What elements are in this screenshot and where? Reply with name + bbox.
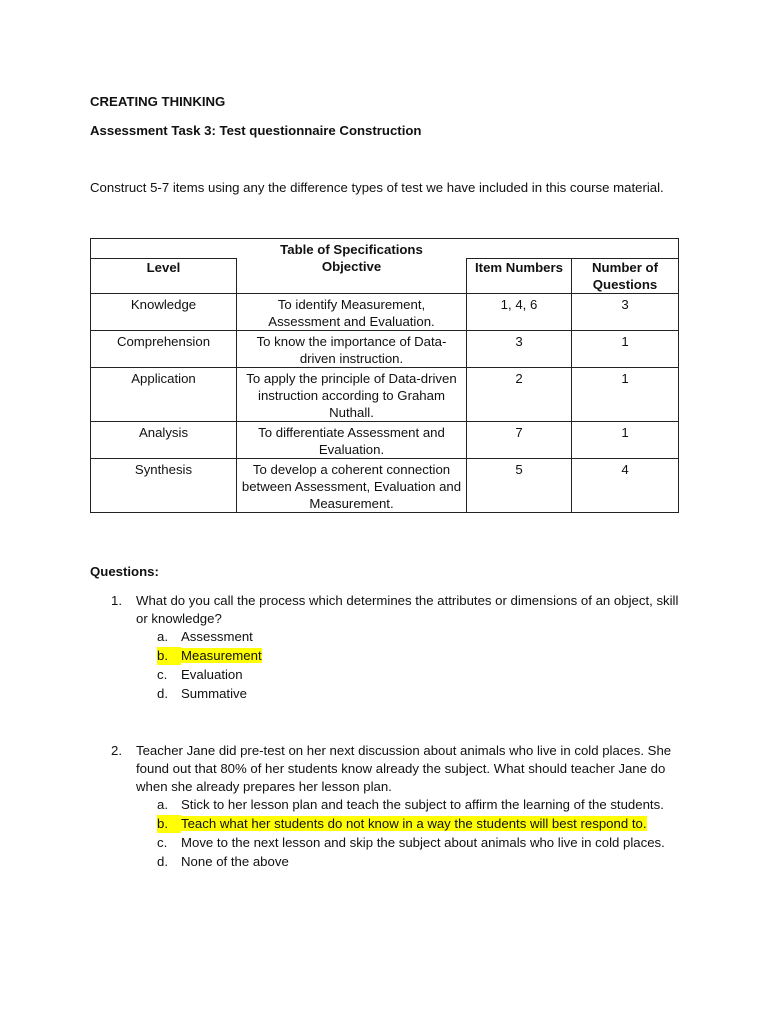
question-number: 2. — [111, 743, 122, 758]
table-row — [91, 367, 679, 421]
instruction-text: Construct 5-7 items using any the difference types of test we have included in this course material. — [90, 180, 664, 195]
answer-choice — [157, 796, 681, 815]
choice-text: Stick to her lesson plan and teach the subject to affirm the learning of the students. — [181, 797, 664, 812]
choice-letter: b. — [157, 647, 181, 665]
answer-choice — [157, 834, 681, 853]
choice-letter: a. — [157, 797, 168, 812]
highlighted-answer-text: Measurement — [181, 648, 262, 663]
cell-item-numbers: 7 — [467, 421, 572, 458]
table-of-specifications — [90, 238, 679, 513]
answer-choice — [157, 815, 681, 834]
cell-item-numbers: 1, 4, 6 — [467, 293, 572, 330]
assessment-task-heading: Assessment Task 3: Test questionnaire Construction — [90, 123, 422, 138]
cell-objective: To differentiate Assessment and Evaluation. — [237, 421, 467, 458]
cell-item-numbers: 3 — [467, 330, 572, 367]
cell-level: Analysis — [91, 421, 237, 458]
cell-objective: To identify Measurement, Assessment and Evaluation. — [237, 293, 467, 330]
cell-question-count: 3 — [572, 293, 679, 330]
cell-item-numbers: 5 — [467, 458, 572, 512]
choice-letter: c. — [157, 667, 168, 682]
highlighted-answer-text: Teach what her students do not know in a way the students will best respond to. — [181, 816, 647, 831]
cell-objective: To apply the principle of Data-driven instruction according to Graham Nuthall. — [237, 367, 467, 421]
header-objective: Objective — [237, 258, 467, 293]
cell-level: Synthesis — [91, 458, 237, 512]
question-number: 1. — [111, 593, 122, 608]
header-level: Level — [91, 258, 237, 293]
question-item — [111, 592, 681, 704]
table-row — [91, 421, 679, 458]
question-item — [111, 742, 681, 872]
answer-choice — [157, 685, 681, 704]
choice-letter: d. — [157, 854, 168, 869]
choice-text: Assessment — [181, 629, 253, 644]
table-row — [91, 330, 679, 367]
cell-question-count: 1 — [572, 367, 679, 421]
choice-letter: a. — [157, 629, 168, 644]
cell-level: Application — [91, 367, 237, 421]
question-text: Teacher Jane did pre-test on her next discussion about animals who live in cold places. She found out that 80% of her students know already the subject. What should teacher Jane do when she already prepares her lesson plan. — [136, 743, 672, 794]
table-header-row — [91, 258, 679, 293]
question-text: What do you call the process which determines the attributes or dimensions of an object, skill or knowledge? — [136, 593, 679, 626]
cell-question-count: 1 — [572, 421, 679, 458]
choice-list — [157, 796, 681, 872]
choice-text: Evaluation — [181, 667, 243, 682]
choice-letter: c. — [157, 835, 168, 850]
table-row — [91, 293, 679, 330]
cell-level: Knowledge — [91, 293, 237, 330]
choice-list — [157, 628, 681, 704]
cell-item-numbers: 2 — [467, 367, 572, 421]
cell-question-count: 4 — [572, 458, 679, 512]
choice-text: None of the above — [181, 854, 289, 869]
choice-letter: b. — [157, 815, 181, 833]
answer-choice — [157, 628, 681, 647]
choice-text: Summative — [181, 686, 247, 701]
header-number-of-questions: Number of Questions — [572, 258, 679, 293]
header-item-numbers: Item Numbers — [467, 258, 572, 293]
document-title: CREATING THINKING — [90, 94, 226, 109]
answer-choice — [157, 666, 681, 685]
choice-text: Move to the next lesson and skip the subject about animals who live in cold places. — [181, 835, 665, 850]
table-caption: Table of Specifications — [237, 239, 467, 259]
cell-objective: To develop a coherent connection between Assessment, Evaluation and Measurement. — [237, 458, 467, 512]
questions-heading: Questions: — [90, 564, 159, 579]
table-row — [91, 458, 679, 512]
choice-letter: d. — [157, 686, 168, 701]
cell-question-count: 1 — [572, 330, 679, 367]
answer-choice — [157, 853, 681, 872]
cell-objective: To know the importance of Data-driven instruction. — [237, 330, 467, 367]
table-caption-row — [91, 239, 679, 259]
cell-level: Comprehension — [91, 330, 237, 367]
answer-choice — [157, 647, 681, 666]
